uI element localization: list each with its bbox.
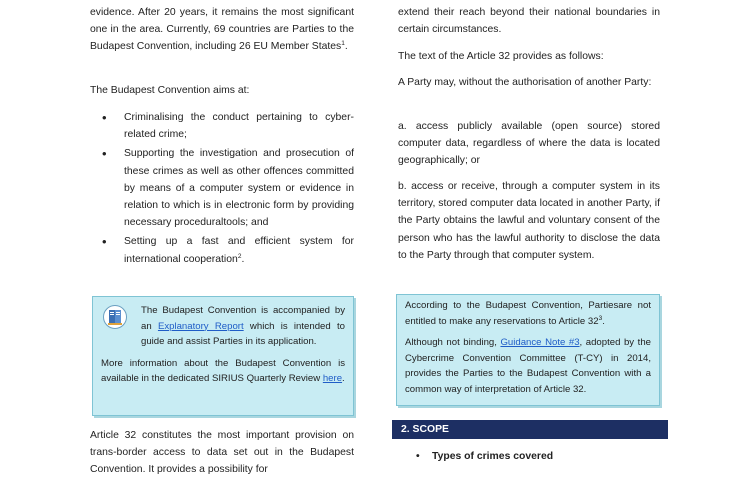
aims-intro: The Budapest Convention aims at: <box>90 85 250 96</box>
intro-paragraph: evidence. After 20 years, it remains the most significant one in the area. Currently, 69 countries are Parties to the Budapest Convention, including 26 EU Member States$^1$. <box>90 7 354 53</box>
footnote-ref-3[interactable]: 3 <box>598 314 603 322</box>
footnote-ref-1[interactable]: 1 <box>341 40 345 48</box>
sirius-review-link[interactable]: here <box>322 373 343 385</box>
right-intro: extend their reach beyond their national boundaries in certain circumstances. <box>398 7 660 36</box>
guidance-paragraph: Although not binding, Guidance Note #3, adopted by the Cybercrime Convention Committee (T-CY) in 2014, provides the Parties to the Budapest Convention with a common way of interpretation of Article 32. <box>405 337 651 395</box>
reservations-paragraph: According to the Budapest Convention, Partiesare not entitled to make any reservations to Article $32^3$. <box>405 300 651 327</box>
section-heading-scope: 2. SCOPE <box>392 420 668 439</box>
footnote-ref-2[interactable]: 2 <box>237 252 242 260</box>
list-item: • Setting up a fast and efficient system for international cooperation$^2$. <box>90 233 354 267</box>
article32-text-intro: The text of the Article 32 provides as follows: <box>398 51 604 62</box>
explanatory-report-link[interactable]: Explanatory Report <box>157 320 244 332</box>
budapest-info-box <box>92 296 354 416</box>
book-icon <box>103 305 127 329</box>
guidance-note-link[interactable]: Guidance Note #3 <box>500 337 580 349</box>
article32-item-a: a. access publicly available (open source) stored computer data, regardless of where the data is located geographically; or <box>398 121 660 167</box>
info-paragraph-1: The Budapest Convention is accompanied by an Explanatory Report which is intended to guide and assist Parties in its application. <box>141 305 345 348</box>
article32-paragraph: Article 32 constitutes the most important provision on trans-border access to data set out in the Budapest Convention. It provides a possibility for <box>90 430 354 476</box>
article32-item-b: b. access or receive, through a computer system in its territory, stored computer data located in another Party, if the Party obtains the lawful and voluntary consent of the person who has the lawful authority to disclose the data to the Party through that computer system. <box>398 181 660 261</box>
list-item: • Criminalising the conduct pertaining to cyber-related crime; <box>90 109 354 143</box>
article32-info-box <box>396 294 660 406</box>
article32-party: A Party may, without the authorisation of another Party: <box>398 77 652 88</box>
list-item: • Supporting the investigation and prosecution of these crimes as well as other offences committed by means of a computer system or evidence in relation to which is in electronic form by providing necessary proceduraltools; and <box>90 145 354 231</box>
scope-list-item: • Types of crimes covered <box>432 448 553 465</box>
aims-list <box>90 109 354 268</box>
intro-text: evidence. After 20 years, it remains the most significant one in the area. Currently, 69 countries are Parties to the Budapest Convention, including 26 EU Member States <box>90 7 354 53</box>
info-paragraph-2: More information about the Budapest Convention is available in the dedicated SIRIUS Quarterly Review here. <box>101 357 345 385</box>
